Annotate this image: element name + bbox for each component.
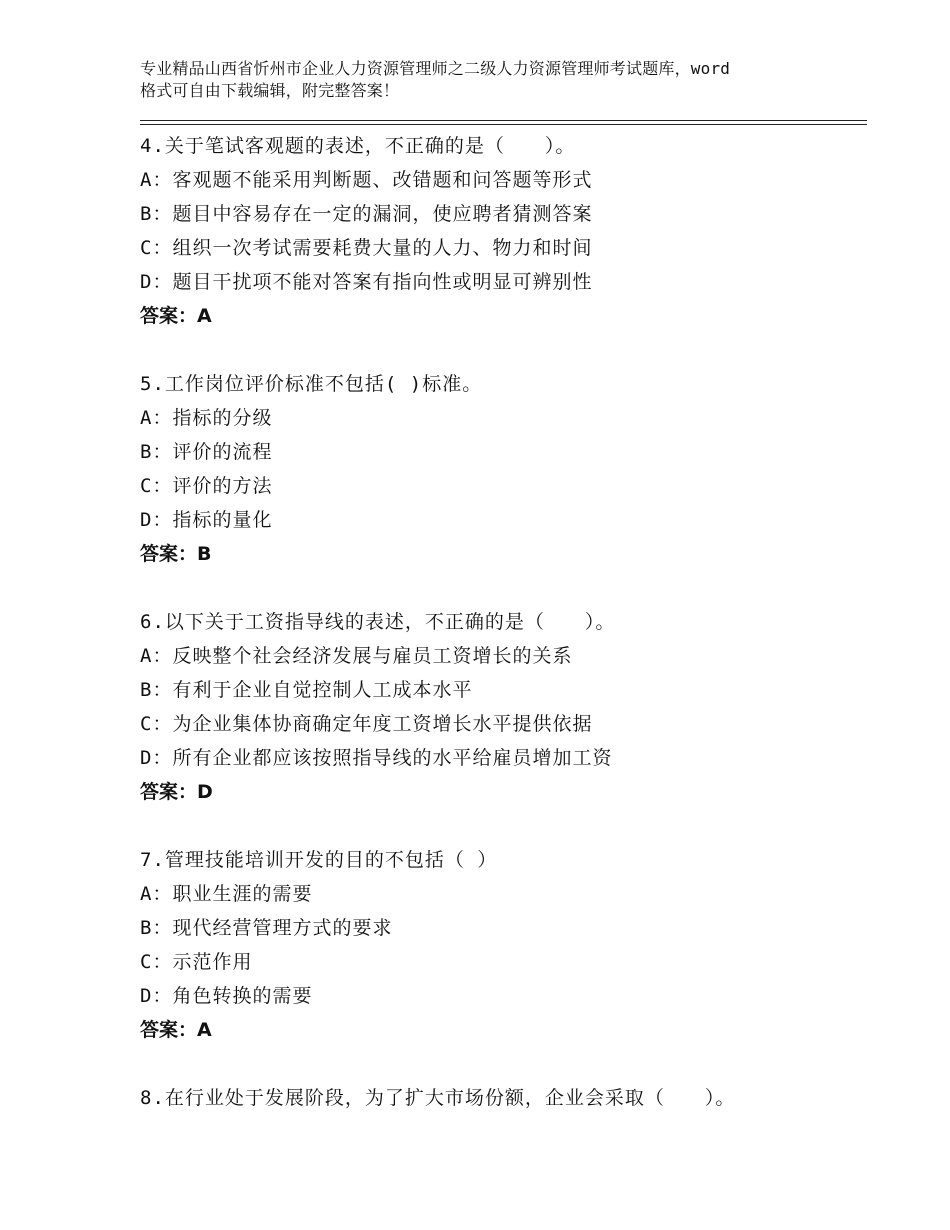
answer-label: 答案：D bbox=[140, 781, 213, 803]
option-a: A：指标的分级 bbox=[140, 407, 273, 429]
option-a: A：反映整个社会经济发展与雇员工资增长的关系 bbox=[140, 645, 573, 667]
answer-label: 答案：A bbox=[140, 1019, 212, 1041]
option-c: C：为企业集体协商确定年度工资增长水平提供依据 bbox=[140, 713, 593, 735]
question-stem: 6.以下关于工资指导线的表述，不正确的是（ ）。 bbox=[140, 611, 616, 633]
option-d: D：所有企业都应该按照指导线的水平给雇员增加工资 bbox=[140, 747, 613, 769]
question-stem: 4.关于笔试客观题的表述，不正确的是（ ）。 bbox=[140, 135, 576, 157]
option-d: D：题目干扰项不能对答案有指向性或明显可辨别性 bbox=[140, 271, 593, 293]
question-4 bbox=[140, 129, 867, 333]
question-stem: 5.工作岗位评价标准不包括( )标准。 bbox=[140, 373, 483, 395]
answer-label: 答案：A bbox=[140, 305, 212, 327]
question-list bbox=[140, 129, 867, 1149]
header-line-1: 专业精品山西省忻州市企业人力资源管理师之二级人力资源管理师考试题库，word bbox=[140, 59, 731, 78]
question-5 bbox=[140, 367, 867, 571]
option-b: B：现代经营管理方式的要求 bbox=[140, 917, 393, 939]
question-8 bbox=[140, 1081, 867, 1115]
option-c: C：组织一次考试需要耗费大量的人力、物力和时间 bbox=[140, 237, 593, 259]
option-b: B：题目中容易存在一定的漏洞，使应聘者猜测答案 bbox=[140, 203, 593, 225]
question-stem: 7.管理技能培训开发的目的不包括（ ） bbox=[140, 849, 498, 871]
question-stem: 8.在行业处于发展阶段，为了扩大市场份额，企业会采取（ ）。 bbox=[140, 1087, 736, 1109]
option-b: B：有利于企业自觉控制人工成本水平 bbox=[140, 679, 473, 701]
header-divider bbox=[140, 120, 867, 125]
answer-label: 答案：B bbox=[140, 543, 212, 565]
header-line-2: 格式可自由下载编辑，附完整答案！ bbox=[140, 81, 400, 100]
question-6 bbox=[140, 605, 867, 809]
option-d: D：角色转换的需要 bbox=[140, 985, 313, 1007]
option-a: A：职业生涯的需要 bbox=[140, 883, 313, 905]
option-c: C：示范作用 bbox=[140, 951, 253, 973]
question-7 bbox=[140, 843, 867, 1047]
document-header bbox=[140, 58, 840, 102]
option-d: D：指标的量化 bbox=[140, 509, 273, 531]
option-c: C：评价的方法 bbox=[140, 475, 273, 497]
option-a: A：客观题不能采用判断题、改错题和问答题等形式 bbox=[140, 169, 593, 191]
option-b: B：评价的流程 bbox=[140, 441, 273, 463]
